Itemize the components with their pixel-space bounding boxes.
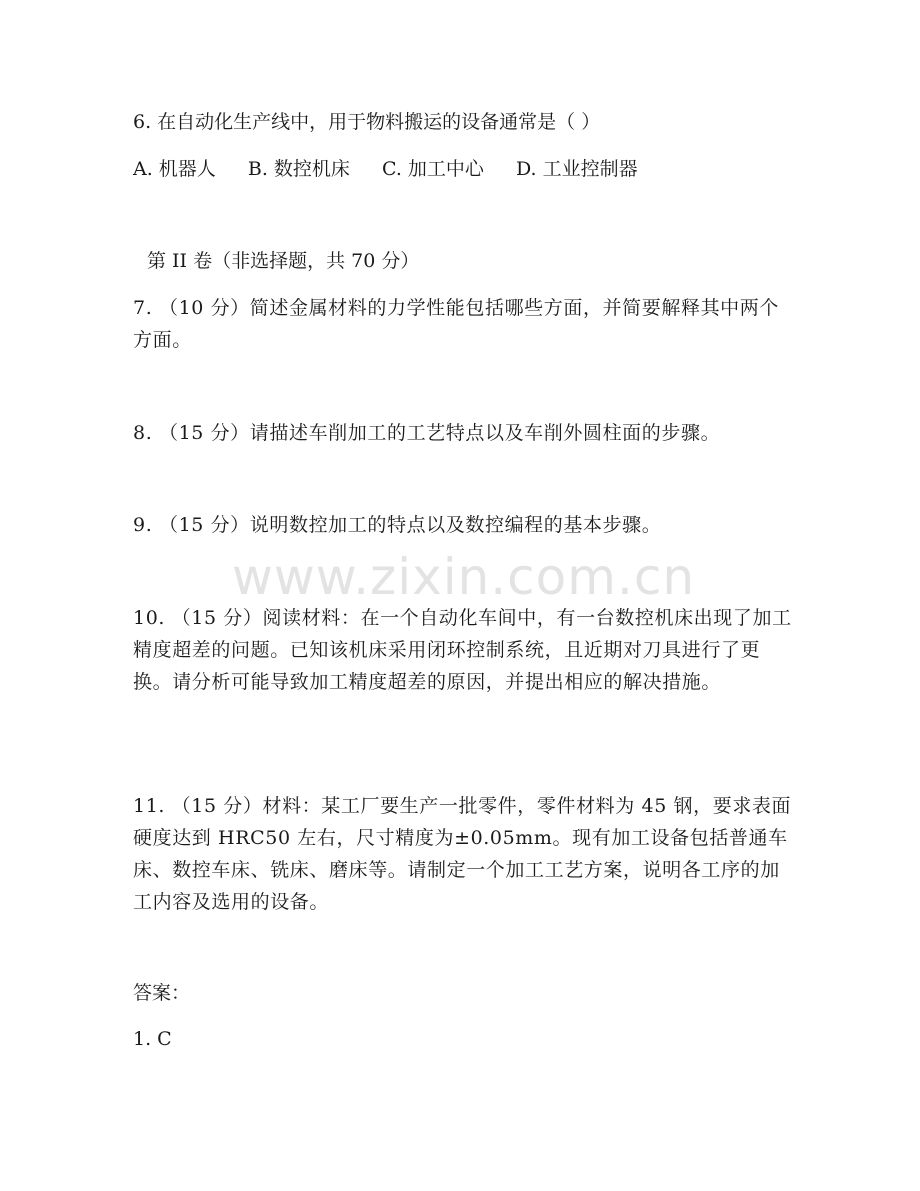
question-6-options (133, 153, 793, 185)
option-c: C. 加工中心 (381, 158, 484, 180)
question-9: 9. （15 分）说明数控加工的特点以及数控编程的基本步骤。 (133, 514, 662, 536)
answer-1: 1. C (133, 1028, 172, 1050)
question-6-stem: 6. 在自动化生产线中，用于物料搬运的设备通常是（ ） (133, 111, 601, 133)
section-title: 第 II 卷（非选择题，共 70 分） (147, 250, 420, 272)
question-11: 11. （15 分）材料：某工厂要生产一批零件，零件材料为 45 钢，要求表面硬度达到 HRC50 左右，尺寸精度为±0.05mm。现有加工设备包括普通车床、数控车床、铣床、磨床等。请制定一个加工工艺方案，说明各工序的加工内容及选用的设备。 (133, 795, 792, 913)
question-8: 8. （15 分）请描述车削加工的工艺特点以及车削外圆柱面的步骤。 (133, 422, 721, 444)
answers-label: 答案： (133, 982, 191, 1004)
watermark: www.zixin.com.cn (232, 548, 696, 606)
question-7: 7. （10 分）简述金属材料的力学性能包括哪些方面，并简要解释其中两个方面。 (133, 297, 779, 351)
option-a: A. 机器人 (133, 158, 216, 180)
option-b: B. 数控机床 (247, 158, 350, 180)
question-10: 10. （15 分）阅读材料：在一个自动化车间中，有一台数控机床出现了加工精度超差的问题。已知该机床采用闭环控制系统，且近期对刀具进行了更换。请分析可能导致加工精度超差的原因，并提出相应的解决措施。 (133, 607, 792, 693)
option-d: D. 工业控制器 (515, 158, 638, 180)
